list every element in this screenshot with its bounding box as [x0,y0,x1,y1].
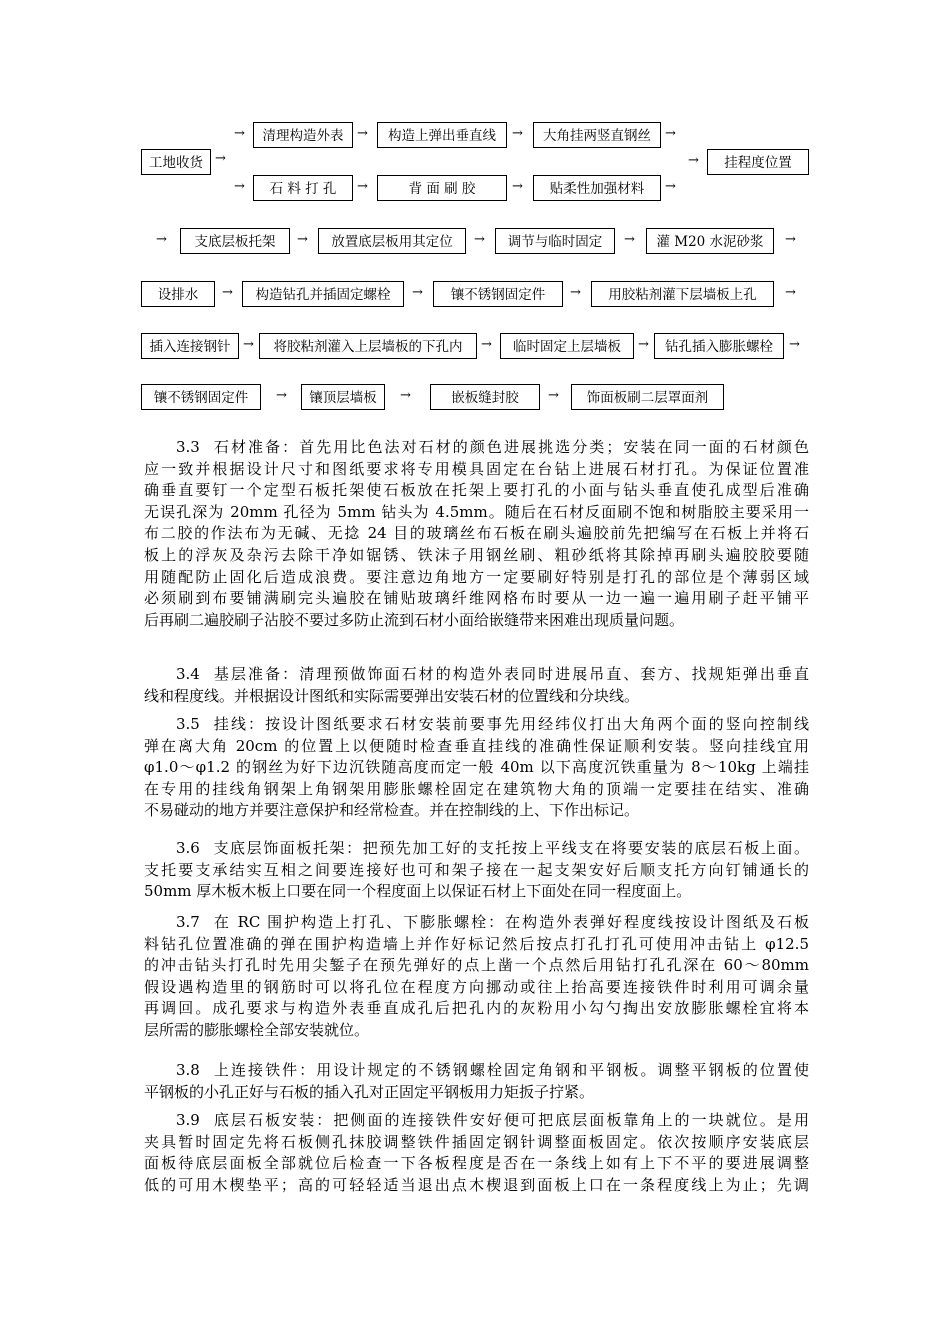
section-text-line: 弹在离大角 20cm 的位置上以便随时检查垂直挂线的准确性保证顺利安装。竖向挂线宜用 [144,736,809,755]
section-number: 3.4 [176,665,200,683]
flow-box: 用胶粘剂灌下层墙板上孔 [591,281,774,307]
flow-box: 插入连接钢针 [141,333,239,359]
section-3-3 [144,437,809,631]
section-text-line: 在专用的挂线角钢架上角钢架用膨胀螺栓固定在建筑物大角的顶端一定要挂在结实、准确 [144,779,809,798]
section-text-line: 50mm 厚木板木板上口要在同一个程度面上以保证石材上下面处在同一程度面上。 [144,882,692,901]
flow-arrow: → [785,232,796,247]
flow-box: 镶不锈钢固定件 [141,384,261,410]
flow-box: 工地收货 [141,149,211,175]
section-text-line: 基层准备：清理预做饰面石材的构造外表同时进展吊直、套方、找规矩弹出垂直 [211,665,809,683]
section-3-8 [144,1060,809,1103]
section-text-line: 挂线：按设计图纸要求石材安装前要事先用经纬仪打出大角两个面的竖向控制线 [211,715,809,733]
flow-box: 灌 M20 水泥砂浆 [646,228,774,254]
section-text-line: 应一致并根据设计尺寸和图纸要求将专用模具固定在台钻上进展石材打孔。为保证位置准 [144,459,809,478]
section-text-line: 的冲击钻头打孔时先用尖錾子在预先弹好的点上凿一个点然后用钻打孔孔深在 60～80mm [144,956,809,975]
section-3-5 [144,714,809,822]
section-text-line: 石材准备：首先用比色法对石材的颜色进展挑选分类；安装在同一面的石材颜色 [211,438,809,456]
flow-box: 调节与临时固定 [495,228,615,254]
section-text-line: 支托要支承结实互相之间要连接好也可和架子接在一起支架安好后顺支托方向钉铺通长的 [144,860,809,879]
section-text-line: 平钢板的小孔正好与石板的插入孔对正固定平钢板用力矩扳子拧紧。 [144,1082,595,1101]
section-text-line: 再调回。成孔要求与构造外表垂直成孔后把孔内的灰粉用小勾勺掏出安放膨胀螺栓宜将本 [144,999,809,1018]
section-text-line: 必须刷到布要铺满刷完头遍胶在铺贴玻璃纤维网格布时要从一边一遍一遍用刷子赶平铺平 [144,589,809,608]
section-3-6 [144,838,809,903]
section-number: 3.3 [176,438,200,456]
section-text-line: 支底层饰面板托架：把预先加工好的支托按上平线支在将要安装的底层石板上面。 [211,839,809,857]
flow-arrow: → [222,285,233,300]
section-3-9 [144,1110,809,1196]
flow-arrow: → [357,126,368,141]
flow-arrow: → [789,337,800,352]
flow-arrow: → [512,179,523,194]
flow-arrow: → [474,232,485,247]
flow-box: 嵌板缝封胶 [430,384,540,410]
flow-box: 饰面板刷二层罩面剂 [571,384,724,410]
flow-box: 挂程度位置 [707,149,809,175]
flow-arrow: → [243,337,254,352]
section-text-line: 无误孔深为 20mm 孔径为 5mm 钻头为 4.5mm。随后在石材反面刷不饱和树脂胶主要采用一 [144,502,809,521]
flow-box: 钻孔插入膨胀螺栓 [654,333,784,359]
flow-arrow: → [548,388,559,403]
flow-arrow: → [570,285,581,300]
flow-arrow: → [234,126,245,141]
flow-box: 镶不锈钢固定件 [433,281,563,307]
flow-arrow: → [297,232,308,247]
flow-box: 背 面 刷 胶 [377,175,507,201]
section-text-line: 后再刷二遍胶刷子沾胶不要过多防止流到石材小面给嵌缝带来困难出现质量问题。 [144,610,685,629]
flow-arrow: → [785,285,796,300]
section-text-line: 板上的浮灰及杂污去除干净如锯锈、铁沫子用钢丝刷、粗砂纸将其除掉再刷头遍胶胶要随 [144,545,809,564]
section-number: 3.6 [176,839,200,857]
flow-box: 将胶粘剂灌入上层墙板的下孔内 [259,333,477,359]
section-number: 3.9 [176,1111,200,1129]
flow-box: 临时固定上层墙板 [500,333,634,359]
section-3-4 [144,664,809,707]
section-text-line: 低的可用木楔垫平；高的可轻轻适当退出点木楔退到面板上口在一条程度线上为止；先调 [144,1175,809,1194]
section-number: 3.8 [176,1061,200,1079]
section-text-line: 在 RC 围护构造上打孔、下膨胀螺栓：在构造外表弹好程度线按设计图纸及石板 [211,913,809,931]
flow-arrow: → [400,388,411,403]
flow-box: 支底层板托架 [180,228,290,254]
flow-box: 石 料 打 孔 [253,175,353,201]
section-text-line: 料钻孔位置准确的弹在围护构造墙上并作好标记然后按点打孔打孔可使用冲击钻上 φ12.5 [144,934,809,953]
section-text-line: 面板待底层面板全部就位后检查一下各板程度是否在一条线上如有上下不平的要进展调整 [144,1154,809,1173]
flow-arrow: → [276,388,287,403]
flow-box: 镶顶层墙板 [301,384,385,410]
flow-box: 构造钻孔并插固定螺栓 [242,281,404,307]
section-text-line: 确垂直要钉一个定型石板托架使石板放在托架上要打孔的小面与钻头垂直使孔成型后准确 [144,481,809,500]
flow-arrow: → [665,179,676,194]
flow-arrow: → [665,126,676,141]
section-text-line: 夹具暂时固定先将石板侧孔抹胶调整铁件插固定钢针调整面板固定。依次按顺序安装底层 [144,1132,809,1151]
section-text-line: 上连接铁件：用设计规定的不锈钢螺栓固定角钢和平钢板。调整平钢板的位置使 [211,1061,809,1079]
flow-arrow: → [688,153,699,168]
flow-box: 构造上弹出垂直线 [377,122,507,148]
flow-arrow: → [215,151,226,166]
flow-arrow: → [357,179,368,194]
flow-arrow: → [638,337,649,352]
section-text-line: 假设遇构造里的钢筋时可以将孔位在程度方向挪动或往上抬高要连接铁件时利用可调余量 [144,977,809,996]
flow-arrow: → [234,179,245,194]
section-3-7 [144,912,809,1042]
section-text-line: 用随配防止固化后造成浪费。要注意边角地方一定要刷好特别是打孔的部位是个薄弱区域 [144,567,809,586]
flow-arrow: → [156,232,167,247]
section-number: 3.5 [176,715,200,733]
flow-arrow: → [412,285,423,300]
flow-arrow: → [512,126,523,141]
flow-arrow: → [481,337,492,352]
section-text-line: 底层石板安装：把侧面的连接铁件安好便可把底层面板靠角上的一块就位。是用 [211,1111,809,1129]
flow-box: 大角挂两竖直钢丝 [533,122,661,148]
flow-box: 放置底层板用其定位 [318,228,466,254]
section-text-line: 不易碰动的地方并要注意保护和经常检查。并在控制线的上、下作出标记。 [144,801,640,820]
flow-arrow: → [624,232,635,247]
flow-box: 贴柔性加强材料 [533,175,661,201]
flow-box: 设排水 [141,281,215,307]
section-text-line: 层所需的膨胀螺栓全部安装就位。 [144,1020,370,1039]
section-text-line: φ1.0～φ1.2 的钢丝为好下边沉铁随高度而定一般 40m 以下高度沉铁重量为 8～10kg 上端挂 [144,758,809,777]
section-text-line: 线和程度线。并根据设计图纸和实际需要弹出安装石材的位置线和分块线。 [144,686,640,705]
section-number: 3.7 [176,913,200,931]
flow-box: 清理构造外表 [253,122,353,148]
section-text-line: 布二胶的作法布为无碱、无捻 24 目的玻璃丝布石板在刷头遍胶前先把编写在石板上并将石 [144,524,809,543]
